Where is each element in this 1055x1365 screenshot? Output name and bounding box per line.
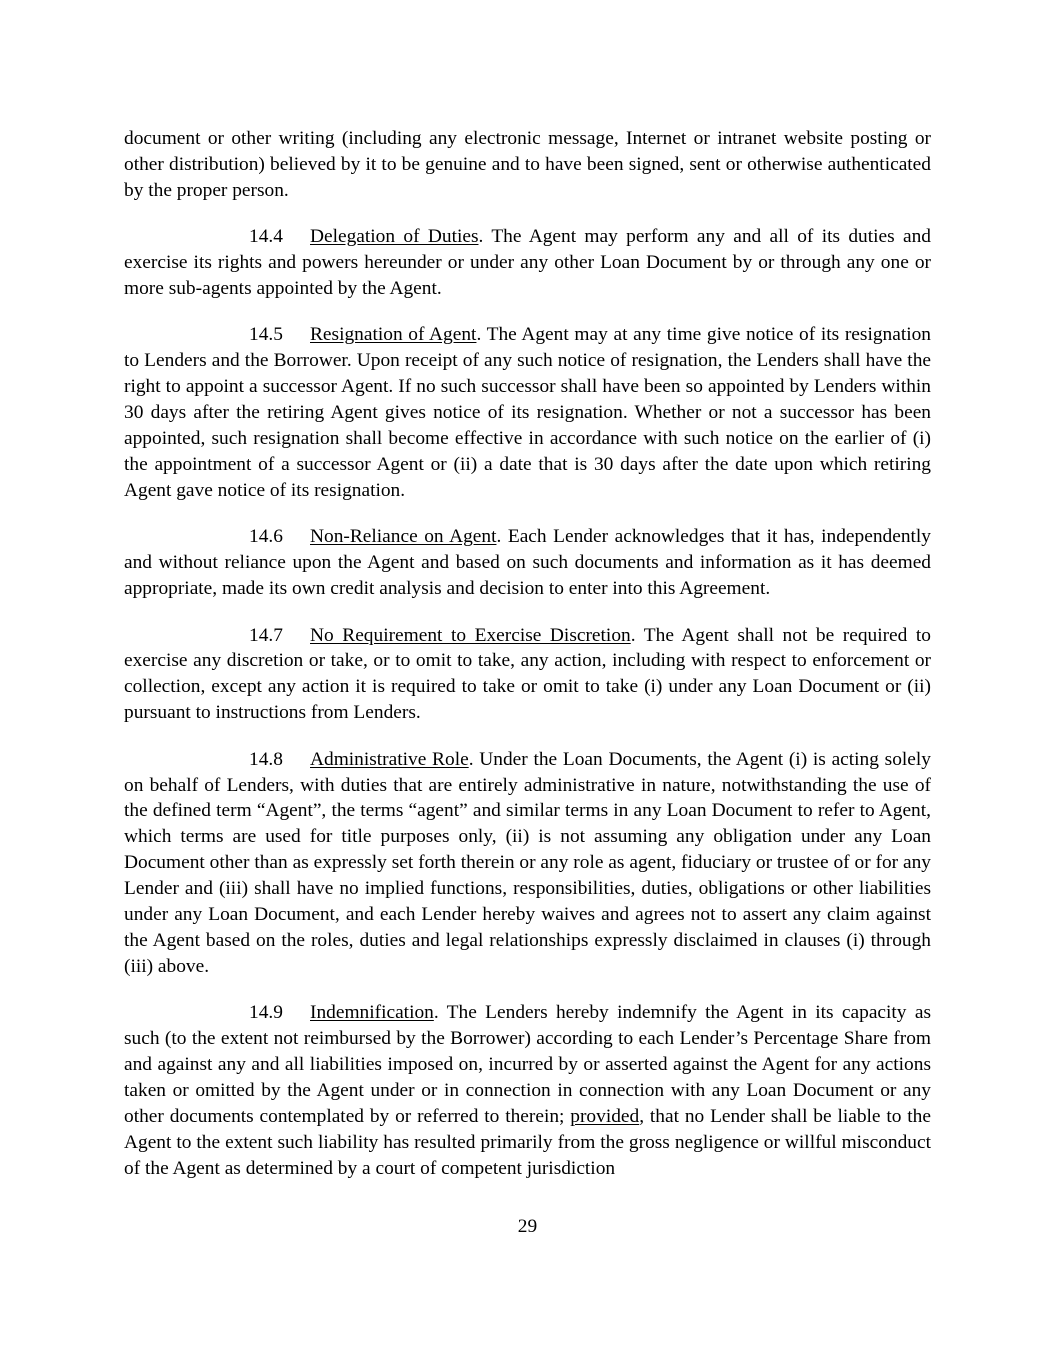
- section-body-continued: , that no Lender shall be liable to the Agent to the extent such liability has resulted primarily from the gross negligence or willful misconduct of the Agent as determined by a court of competent jurisdiction: [124, 1105, 931, 1179]
- section-heading: No Requirement to Exercise Discretion: [310, 624, 631, 646]
- section-body: . Each Lender acknowledges that it has, independently and without reliance upon the Agent and based on such documents and information as it has deemed appropriate, made its own credit analysis and decision to enter into this Agreement.: [124, 526, 931, 600]
- section-number: 14.8: [249, 748, 283, 770]
- section-body: . Under the Loan Documents, the Agent (i) is acting solely on behalf of Lenders, with duties that are entirely administrative in nature, notwithstanding the use of the defined term “Agent”, the terms “agent” and similar terms in any Loan Document to refer to Agent, which terms are used for title purposes only, (ii) is not assuming any obligation under any Loan Document other than as expressly set forth therein or any role as agent, fiduciary or trustee of or for any Lender and (iii) shall have no implied functions, responsibilities, duties, obligations or other liabilities under any Loan Document, and each Lender hereby waives and agrees not to assert any claim against the Agent based on the roles, duties and legal relationships expressly disclaimed in clauses (i) through (iii) above.: [124, 748, 931, 977]
- section-body: . The Agent may at any time give notice of its resignation to Lenders and the Borrower. Upon receipt of any such notice of resignation, the Lenders shall have the right to appoint a successor Agent. If no such successor shall have been so appointed by Lenders within 30 days after the retiring Agent gives notice of its resignation. Whether or not a successor has been appointed, such resignation shall become effective in accordance with such notice on the earlier of (i) the appointment of a successor Agent or (ii) a date that is 30 days after the date upon which retiring Agent gave notice of its resignation.: [124, 324, 931, 501]
- section-number: 14.6: [249, 526, 283, 548]
- section-heading: Resignation of Agent: [310, 324, 477, 346]
- section-14-7: [124, 623, 931, 727]
- section-14-8: [124, 747, 931, 980]
- section-body: . The Agent may perform any and all of its duties and exercise its rights and powers hereunder or under any other Loan Document by or through any one or more sub-agents appointed by the Agent.: [124, 226, 931, 300]
- section-heading: Indemnification: [310, 1002, 434, 1024]
- page-number: 29: [517, 1216, 538, 1237]
- section-14-6: [124, 524, 931, 602]
- section-heading: Non-Reliance on Agent: [310, 526, 497, 548]
- section-body: . The Lenders hereby indemnify the Agent in its capacity as such (to the extent not reimbursed by the Borrower) according to each Lender’s Percentage Share from and against any and all liabilities imposed on, incurred by or asserted against the Agent for any actions taken or omitted by the Agent under or in connection in connection with any Loan Document or any other documents contemplated by or referred to therein;: [124, 1002, 931, 1127]
- section-14-5: [124, 322, 931, 503]
- document-page: [124, 126, 931, 1202]
- section-number: 14.5: [249, 324, 283, 346]
- section-heading: Administrative Role: [310, 748, 469, 770]
- intro-paragraph: document or other writing (including any electronic message, Internet or intranet website posting or other distribution) believed by it to be genuine and to have been signed, sent or otherwise authenticated by the proper person.: [124, 128, 931, 201]
- section-number: 14.9: [249, 1002, 283, 1024]
- section-14-9: [124, 1000, 931, 1181]
- section-number: 14.4: [249, 226, 283, 248]
- section-14-4: [124, 224, 931, 302]
- section-heading: Delegation of Duties: [310, 226, 479, 248]
- section-number: 14.7: [249, 624, 283, 646]
- section-body: . The Agent shall not be required to exercise any discretion or take, or to omit to take, any action, including with respect to enforcement or collection, except any action it is required to take or omit to take (i) under any Loan Document or (ii) pursuant to instructions from Lenders.: [124, 624, 932, 724]
- defined-term-provided: provided: [570, 1105, 640, 1127]
